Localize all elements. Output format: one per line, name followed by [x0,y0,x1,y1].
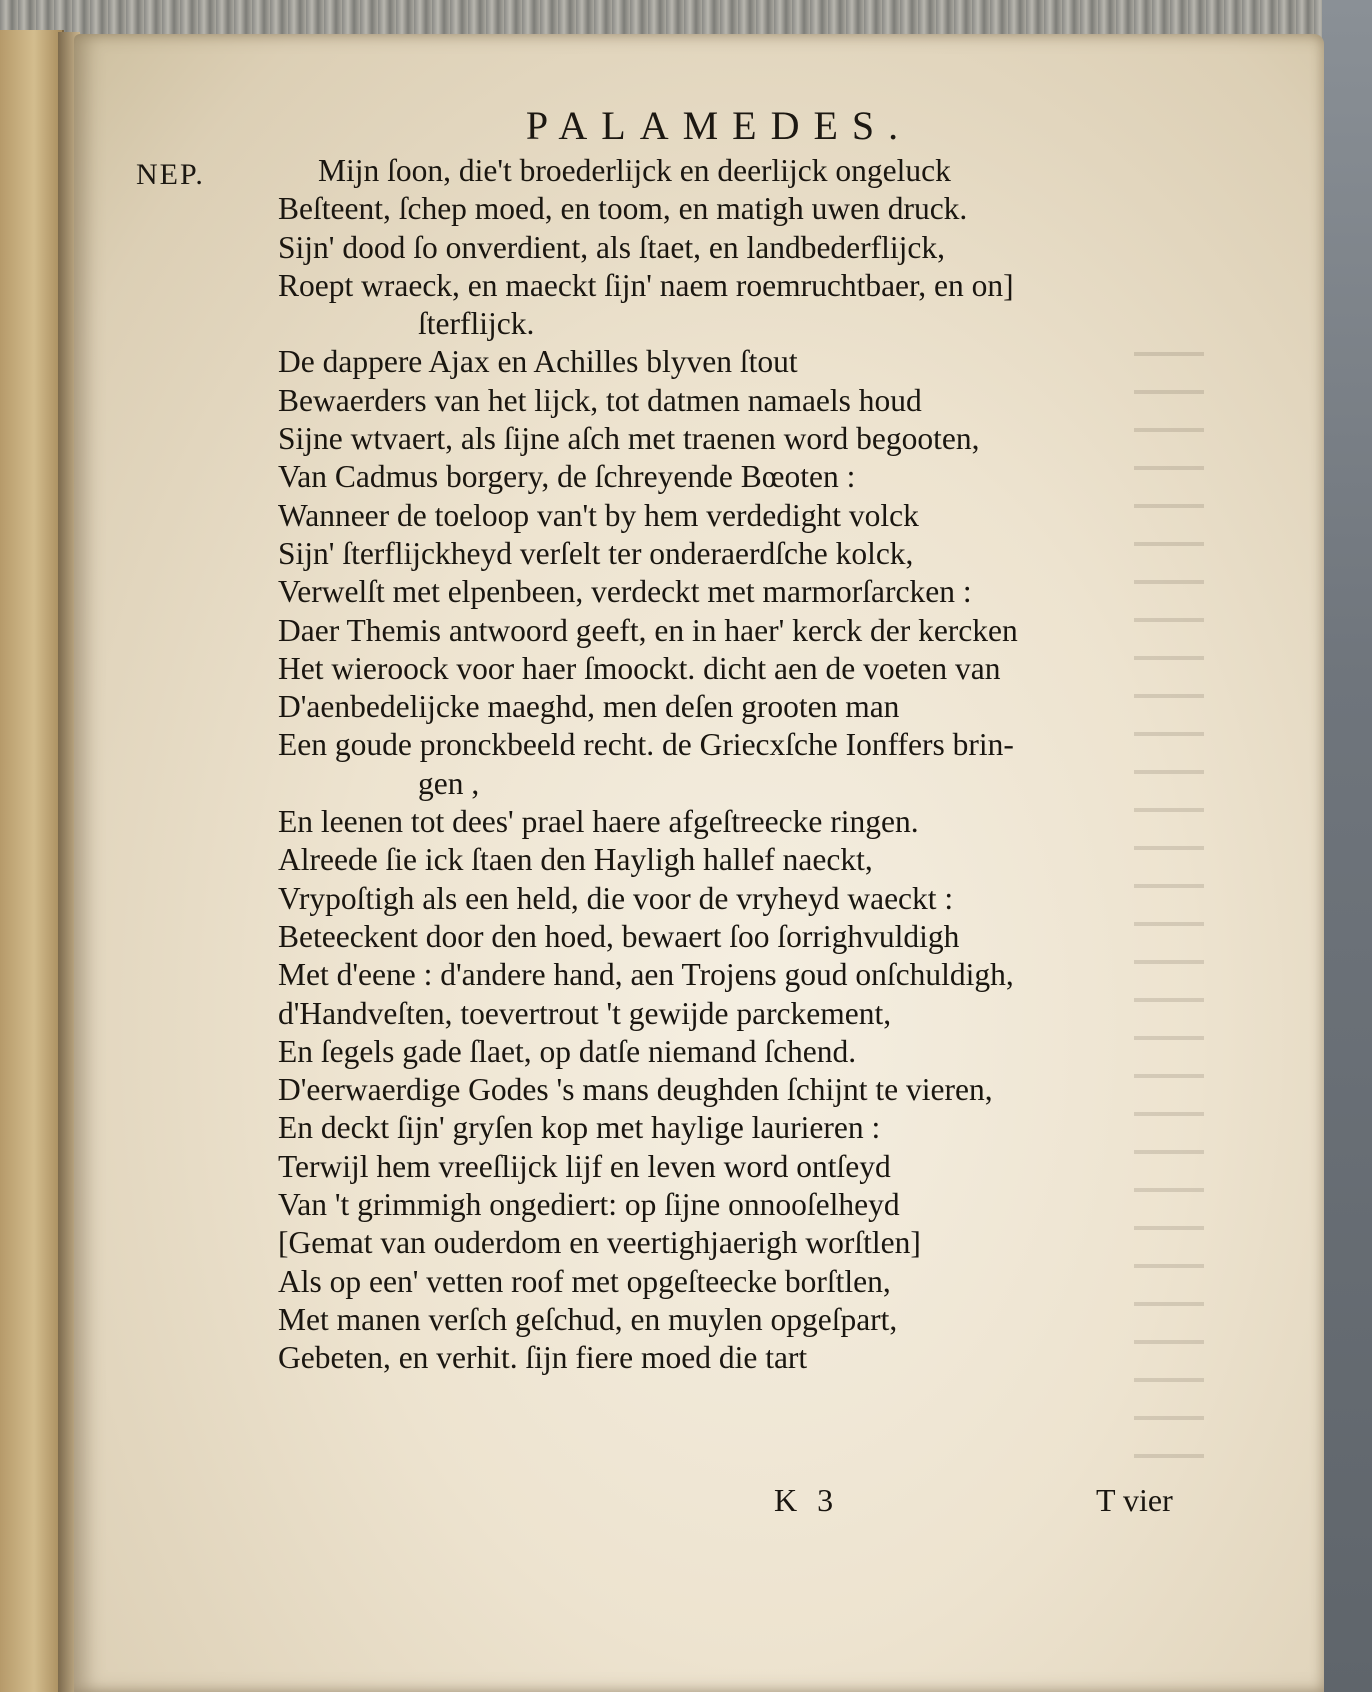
verse-line: Sijn' dood ſo onverdient, als ſtaet, en landbederflijck, [278,229,946,265]
verse-line: En leenen tot dees' prael haere afgeſtreecke ringen. [278,804,919,840]
verse-line: Als op een' vetten roof met opgeſteecke borſtlen, [278,1263,891,1299]
speaker-label: NEP. [136,158,205,191]
verse-line: Met d'eene : d'andere hand, aen Trojens goud onſchuldigh, [278,957,1014,993]
verse-line: [Gemat van ouderdom en veertighjaerigh worſtlen] [278,1225,921,1261]
verse-line: gen , [418,765,480,801]
verse-block [278,152,1288,1378]
running-header: PALAMEDES. [525,103,913,148]
verse-line: D'aenbedelijcke maeghd, men deſen grooten man [278,689,900,725]
verse-line: Verwelſt met elpenbeen, verdeckt met marmorſarcken : [278,574,972,610]
verse-line: En ſegels gade ſlaet, op datſe niemand ſchend. [278,1033,857,1069]
verse-line: Beſteent, ſchep moed, en toom, en matigh uwen druck. [278,191,968,227]
signature-mark: K 3 [774,1482,840,1518]
verse-line: D'eerwaerdige Godes 's mans deughden ſchijnt te vieren, [278,1072,993,1108]
verse-line: Van Cadmus borgery, de ſchreyende Bœoten : [278,459,856,495]
verse-line: Met manen verſch geſchud, en muylen opgeſpart, [278,1301,898,1337]
verse-line: Terwijl hem vreeſlijck lijf en leven word ontſeyd [278,1148,891,1184]
verse-line: Sijn' ſterflijckheyd verſelt ter onderaerdſche kolck, [278,535,914,571]
verse-line: De dappere Ajax en Achilles blyven ſtout [278,344,798,380]
verse-line: ſterflijck. [418,306,535,342]
verse-line: Gebeten, en verhit. ſijn fiere moed die tart [278,1340,808,1376]
verse-line: Alreede ſie ick ſtaen den Hayligh hallef naeckt, [278,842,873,878]
verse-line: Bewaerders van het lijck, tot datmen namaels houd [278,382,922,418]
verse-line: d'Handveſten, toevertrout 't gewijde parckement, [278,995,892,1031]
verse-line: Van 't grimmigh ongediert: op ſijne onnooſelheyd [278,1187,900,1223]
book-page [74,34,1324,1692]
verse-line: En deckt ſijn' gryſen kop met haylige laurieren : [278,1110,881,1146]
verse-line: Wanneer de toeloop van't by hem verdedight volck [278,497,919,533]
verse-line: Mijn ſoon, die't broederlijck en deerlijck ongeluck [318,153,951,188]
verse-line: Vrypoſtigh als een held, die voor de vryheyd waeckt : [278,880,954,916]
background-stand [1322,0,1372,1692]
verse-line: Roept wraeck, en maeckt ſijn' naem roemruchtbaer, en on] [278,267,1014,303]
catchword: T vier [1096,1482,1173,1518]
verse-line: Daer Themis antwoord geeft, en in haer' kerck der kercken [278,612,1018,648]
verse-line: Sijne wtvaert, als ſijne aſch met traenen word begooten, [278,421,980,457]
verse-line: Het wieroock voor haer ſmoockt. dicht aen de voeten van [278,650,1001,686]
facing-page-edge [0,30,64,1692]
verse-line: Beteeckent door den hoed, bewaert ſoo ſorrighvuldigh [278,918,960,954]
verse-line: Een goude pronckbeeld recht. de Griecxſche Ionffers brin- [278,727,1014,763]
